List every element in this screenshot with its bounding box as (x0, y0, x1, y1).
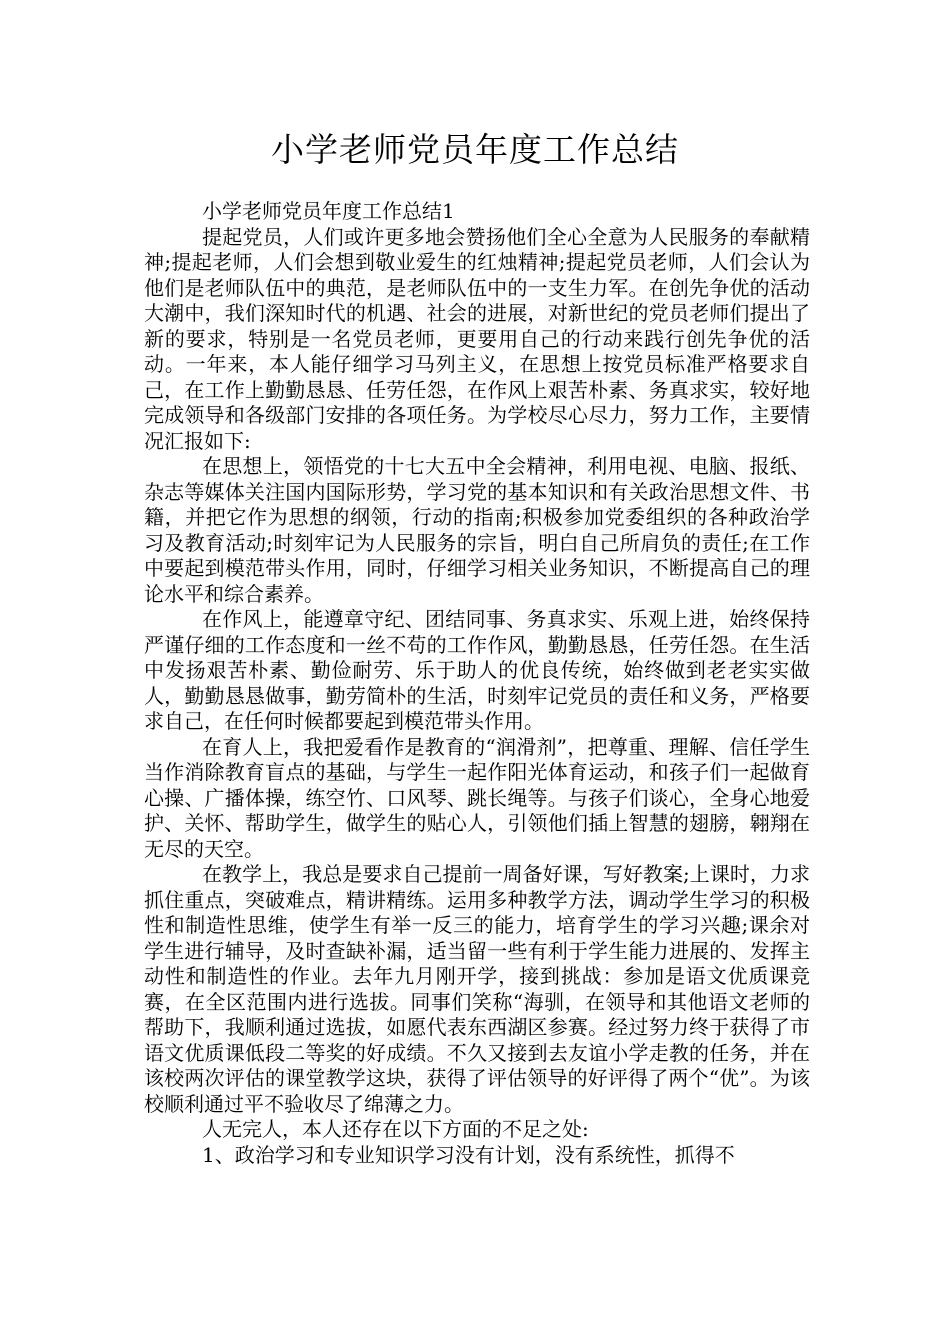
section-heading: 小学老师党员年度工作总结1 (202, 199, 455, 223)
paragraph-shortcomings: 人无完人，本人还存在以下方面的不足之处: (202, 1117, 589, 1141)
paragraph-intro: 提起党员，人们或许更多地会赞扬他们全心全意为人民服务的奉献精神;提起老师，人们会想到敬业爱生的红烛精神;提起党员老师，人们会认为他们是老师队伍中的典范，是老师队伍中的一支生力军。在创先争优的活动大潮中，我们深知时代的机遇、社会的进展，对新世纪的党员老师们提出了新的要求，特别是一名党员老师，更要用自己的行动来践行创先争优的活动。一年来，本人能仔细学习马列主义，在思想上按党员标准严格要求自己，在工作上勤勤恳恳、任劳任怨，在作风上艰苦朴素、务真求实，较好地完成领导和各级部门安排的各项任务。为学校尽心尽力，努力工作，主要情况汇报如下: (144, 224, 810, 453)
document-title: 小学老师党员年度工作总结 (271, 130, 679, 169)
paragraph-item-1: 1、政治学习和专业知识学习没有计划，没有系统性，抓得不 (202, 1142, 735, 1167)
paragraph-style: 在作风上，能遵章守纪、团结同事、务真求实、乐观上进，始终保持严谨仔细的工作态度和一丝不苟的工作作风，勤勤恳恳，任劳任怨。在生活中发扬艰苦朴素、勤俭耐劳、乐于助人的优良传统，始终做到老老实实做人，勤勤恳恳做事，勤劳简朴的生活，时刻牢记党员的责任和义务，严格要求自己，在任何时候都要起到模范带头作用。 (144, 607, 810, 733)
paragraph-education: 在育人上，我把爱看作是教育的“润滑剂”，把尊重、理解、信任学生当作消除教育盲点的基础，与学生一起作阳光体育运动，和孩子们一起做育心操、广播体操，练空竹、口风琴、跳长绳等。与孩子们谈心，全身心地爱护、关怀、帮助学生，做学生的贴心人，引领他们插上智慧的翅膀，翱翔在无尽的天空。 (144, 734, 810, 861)
paragraph-teaching: 在教学上，我总是要求自己提前一周备好课，写好教案;上课时，力求抓住重点，突破难点，精讲精练。运用多种教学方法，调动学生学习的积极性和制造性思维，使学生有举一反三的能力，培育学生的学习兴趣;课余对学生进行辅导，及时查缺补漏，适当留一些有利于学生能力进展的、发挥主动性和制造性的作业。去年九月刚开学，接到挑战：参加是语文优质课竞赛，在全区范围内进行选拔。同事们笑称“海驯，在领导和其他语文老师的帮助下，我顺利通过选拔，如愿代表东西湖区参赛。经过努力终于获得了市语文优质课低段二等奖的好成绩。不久又接到去友谊小学走教的任务，并在该校两次评估的课堂教学这块，获得了评估领导的好评得了两个“优”。为该校顺利通过平不验收尽了绵薄之力。 (144, 862, 810, 1116)
document-body (144, 199, 810, 1168)
paragraph-thought: 在思想上，领悟党的十七大五中全会精神，利用电视、电脑、报纸、杂志等媒体关注国内国际形势，学习党的基本知识和有关政治思想文件、书籍，并把它作为思想的纲领，行动的指南;积极参加党委组织的各种政治学习及教育活动;时刻牢记为人民服务的宗旨，明白自己所肩负的责任;在工作中要起到模范带头作用，同时，仔细学习相关业务知识，不断提高自己的理论水平和综合素养。 (144, 454, 810, 606)
